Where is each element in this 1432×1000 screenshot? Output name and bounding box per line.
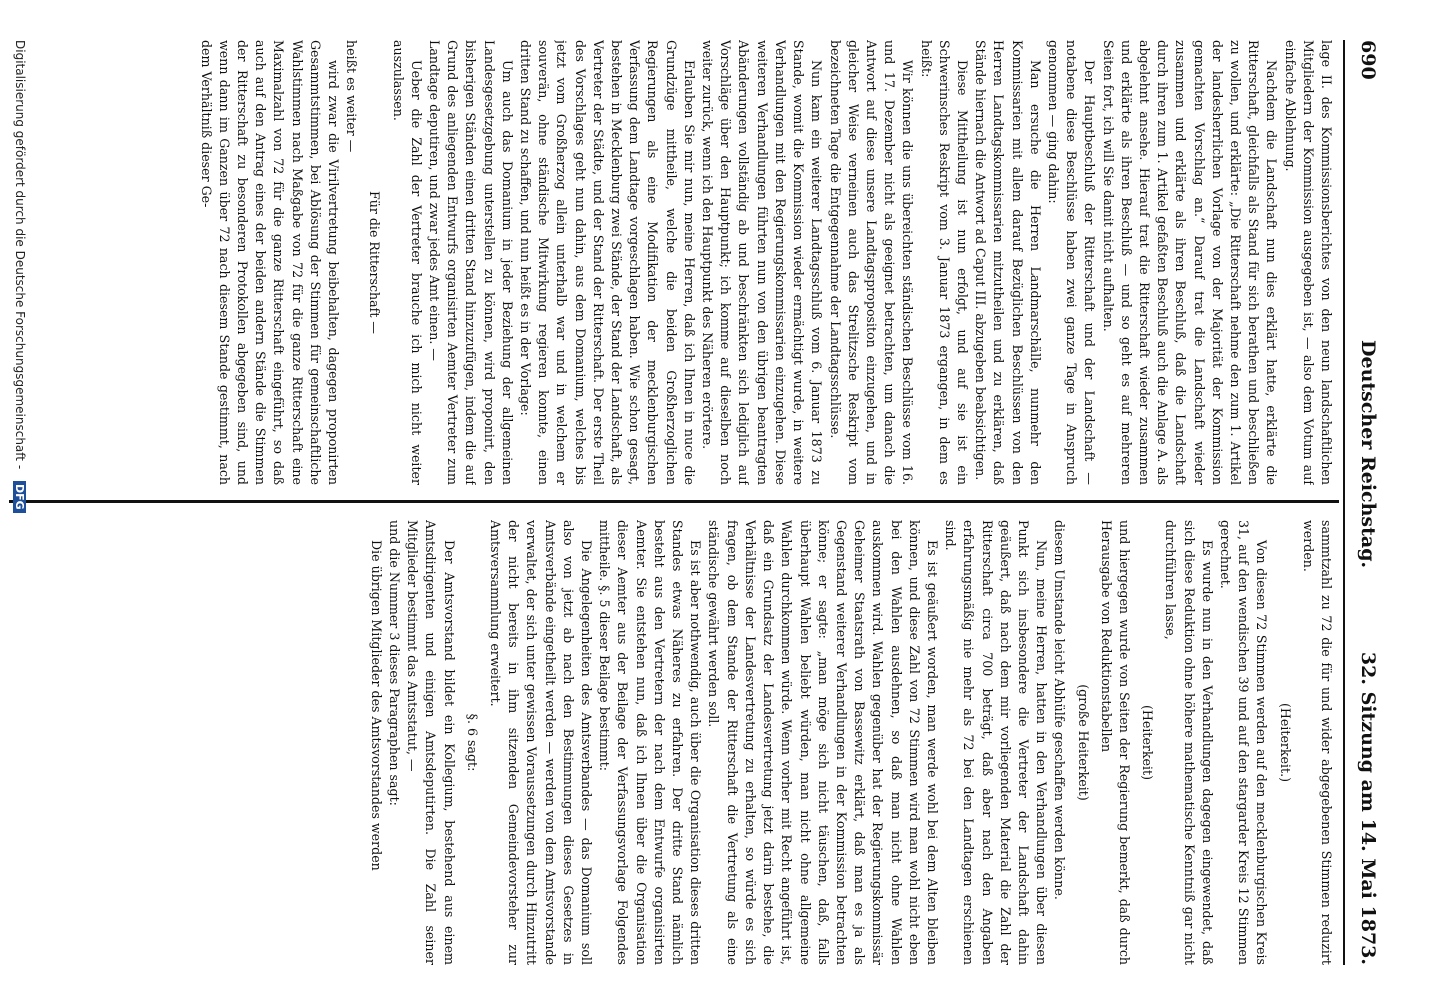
paragraph: Es ist aber nothwendig, auch über die Organisation dieses dritten Standes etwas Näheres zu erfahren. Der dritte Stand nämlich besteht aus den Vertretern der nach dem Entwurfe organisirten Aemter. Sie entstehen nun, daß ich Ihnen über die Organisation dieser Aemter aus der Beilage der Verfassungsvorlage Folgendes mittheile. §. 5 dieser Beilage bestimmt: — [597, 520, 704, 965]
left-column — [5, 40, 1335, 485]
paragraph: Von diesen 72 Stimmen werden auf den mecklenburgischen Kreis 31, auf den wendischen 39 und auf den stargarder Kreis 12 Stimmen gerechnet. — [1217, 520, 1270, 965]
paragraph: Es ist geäußert worden, man werde wohl bei dem Alten bleiben können, und diese Zahl von 72 Stimmen wird man wohl nicht eben bei den Wahlen ausdehnen, so daß man nicht ohne Wahlen auskommen wird. Wahlen gegenüber hat der Regierungskommissär Geheimer Staatsrath von Bassewitz erklärt, daß man es ja als Gegenstand weiterer Verhandlungen in der Kommission betrachten könne; er sagte: „man möge sich nicht täuschen, daß, falls überhaupt Wahlen beliebt würden, man nicht ohne allgemeine Wahlen durchkommen würde. Wenn vorher mit Recht angeführt ist, daß ein Grundsatz der Landesvertretung jetzt darin bestehe, die Verhältnisse der Landesvertretung zu erhalten, so würde es sich fragen, ob dem Stande der Ritterschaft die Vertretung als eine ständische gewährt werden soll. — [706, 520, 940, 965]
paragraph: Nun kam ein weiterer Landtagsschluß vom 6. Januar 1873 zu Stande, womit die Kommission wieder ermächtigt wurde, in weitere Verhandlungen mit den Regierungskommissarien einzugehen. Diese weiteren Verhandlungen führten nun von den übrigen beantragten Abänderungen vollständig ab und beschränkten sich lediglich auf Vorschläge über den Hauptpunkt; ich komme auf dieselben noch weiter zurück, wenn ich den Hauptpunkt des Näheren erörtere. — [700, 40, 825, 485]
credit-text: Digitalisierung gefördert durch die Deutsche Forschungsgemeinschaft - — [13, 40, 27, 470]
publication-title: Deutscher Reichstag. — [1357, 340, 1379, 569]
paragraph: Diese Mittheilung ist nun erfolgt, und auf sie ist ein Schwerinsches Reskript vom 3. Januar 1873 ergangen, in dem es heißt: — [918, 40, 970, 485]
page-number: 690 — [1357, 40, 1379, 80]
paragraph: Die übrigen Mitglieder des Amtsvorstandes werden — [368, 540, 384, 871]
paragraph: Wir können die uns übereichten ständischen Beschlüsse vom 16. und 17. Dezember nicht als geeignet betrachten, um danach die Antwort auf diese unsere Landtagspropositon einzugehen, und in gleicher Weise verneinen auch das Strelitzsche Reskript vom bezeichneten Tage die Entgegennahme der Landtagsschlüsse. — [827, 40, 916, 485]
paragraph: Nun, meine Herren, hatten in den Verhandlungen über diesen Punkt sich insbesondere die Vertreter der Landschaft dahin geäußert, daß nach dem mir vorliegenden Material die Zahl der Ritterschaft circa 700 beträgt, daß aber nach den Angaben erfahrungsmäßig nie mehr als 72 bei den Landtagen erschienen sind. — [943, 520, 1050, 965]
paragraph: Der Hauptbeschluß der Ritterschaft und der Landschaft — notabene diese Beschlüsse haben zwei ganze Tage in Anspruch genommen — ging dahin: — [1045, 40, 1098, 485]
interjection: (Heiterkeit.) — [1277, 703, 1293, 782]
paragraph: Ueber die Zahl der Vertreter brauche ich mich nicht weiter auszulassen. — [390, 40, 424, 485]
sitting-date: 32. Sitzung am 14. Mai 1873. — [1357, 651, 1379, 965]
header-rule — [1343, 40, 1345, 965]
paragraph: heißt es weiter — — [344, 40, 360, 153]
paragraph: Es wurde nun in den Verhandlungen dagegen eingewendet, daß sich diese Reduktion ohne höhere mathematische Kenntniß gar nicht durchführen lasse, — [1163, 520, 1215, 965]
column-divider — [9, 500, 1339, 503]
paragraph: Erlauben Sie mir nun, meine Herren, daß ich Ihnen in nuce die Grundzüge mittheile, welche die beiden Großherzoglichen Regierungen als eine Modifikation der mecklenburgischen Verfassung dem Landtage vorgeschlagen haben. Wie schon gesagt, bestehen in Mecklenburg zwei Stände, der Stand der Landschaft, als Vertreter der Städte, und der Stand der Ritterschaft. Der erste Theil des Vorschlages geht nun dahin, aus dem Domanium, welches bis jetzt vom Großherzog allein unterhalb war und in welchem er souverän, ohne ständische Mitwirkung regieren konnte, einen dritten Stand zu schaffen, und nun heißt es in der Vorlage: — [518, 40, 697, 485]
paragraph: Um auch das Domanium in jeder Beziehung der allgemeinen Landesgesetzgebung unterstellen zu können, wird proponirt, den bisherigen Ständen einen dritten Stand hinzuzufügen, indem die auf Grund des anliegenden Entwurfs organisirten Aemter Vertreter zum Landtage deputiren, und zwar jedes Amt einen. — — [427, 40, 515, 485]
paragraph: sammtzahl zu 72 die für und wider abgegebenen Stimmen reduzirt werden. — [1300, 520, 1334, 965]
paragraph: Man ersuche die Herren Landmarschälle, nunmehr den Kommissarien mit allem darauf Bezüglichen Beschlüssen von den Herren Landtagskommissarien mitzutheilen und zu erklären, daß Stände hiernach die Antwort ad Caput III. abzugeben beabsichtigen. — [973, 40, 1043, 485]
paragraph: und hiergegen wurde von Seiten der Regierung bemerkt, daß durch Herausgabe von Reduktionstabellen — [1098, 520, 1132, 965]
interjection: (Heiterkeit) — [1140, 705, 1156, 780]
section-heading: §. 6 sagt: — [464, 713, 480, 772]
dfg-logo: DFG — [13, 481, 26, 513]
paragraph: wird zwar die Virilvertretung beibehalten, dagegen proponirten Gesammtstimmen, bei Ablösung der Stimmen für gemeinschaftliche Wahlstimmen nach Maßgabe von 72 für die ganze Ritterschaft eine Maximalzahl von 72 für die ganze Ritterschaft eingeführt, so daß auch auf den Antrag eines der beiden andern Stände die Stimmen der Ritterschaft zu besonderen Protokollen abgegeben sind, und wenn dann im Ganzen über 72 nach diesem Stande gestimmt, nach dem Verhältniß dieser Ge- — [198, 40, 342, 485]
paragraph: Für die Ritterschaft — — [367, 191, 383, 334]
page-header — [1351, 40, 1379, 965]
paragraph: Der Amtsvorstand bildet ein Kollegium, bestehend aus einem Amtsdirigenten und einigen Amtsdeputirten. Die Zahl seiner Mitglieder bestimmt das Amtsstatut, — — [405, 520, 457, 965]
paragraph: Nachdem die Landschaft nun dies erklärt hatte, erklärte die Ritterschaft, gleichfalls als Stand für sich berathen und beschließen zu wollen, und erklärte: „Die Ritterschaft nehme den zum 1. Artikel der landesherrlichen Vorlage von der Majorität der Kommission gemachten Vorschlag an.“ Darauf trat die Landschaft wieder zusammen und erklärte als ihren Beschluß, daß die Landschaft durch ihren zum 1. Artikel gefaßten Beschluß auch die Anlage A. als abgelehnt ansehe. Hierauf trat die Ritterschaft wieder zusammen und erklärte als ihren Beschluß — und so geht es auf mehreren Seiten fort, ich will Sie damit nicht aufhalten. — [1100, 40, 1280, 485]
right-column — [5, 520, 1335, 965]
digitization-credit — [13, 40, 27, 513]
paragraph: und die Nummer 3 dieses Paragraphen sagt: — [387, 520, 403, 806]
interjection: (große Heiterkeit) — [1075, 684, 1091, 801]
paragraph: diesem Umstande leicht Abhülfe geschaffen werden könne. — [1052, 520, 1068, 900]
paragraph: Die Angelegenheiten des Amtsverbandes — das Domanium soll also von jetzt ab nach den Bestimmungen dieses Gesetzes in Amtsverbände eingetheilt werden — werden von dem Amtsvorstande verwaltet, der sich unter gewissen Voraussetzungen durch Hinzutritt der nicht bereits in ihm sitzenden Gemeindevorsteher zur Amtsversammlung erweitert. — [488, 520, 595, 965]
paragraph: lage II. des Kommissionsberichtes von den neun landschaftlichen Mitgliedern der Kommission ausgegeben ist, — also dem Votum auf einfache Ablehnung. — [1282, 40, 1334, 485]
